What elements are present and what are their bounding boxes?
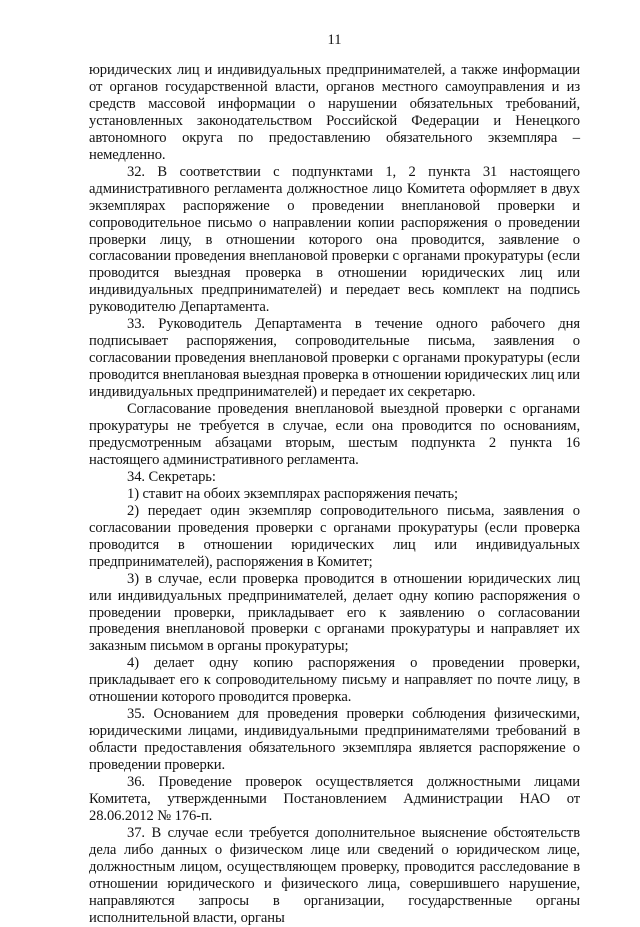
paragraph-item-35: 35. Основанием для проведения проверки соблюдения физическими, юридическими лицами, индивидуальными предпринимателями требований в области предоставления обязательного экземпляра является распоряжение о проведении проверки. <box>89 706 580 774</box>
paragraph-item-32: 32. В соответствии с подпунктами 1, 2 пункта 31 настоящего административного регламента должностное лицо Комитета оформляет в двух экземплярах распоряжение о проведении внеплановой проверки и сопроводительное письмо о направлении копии распоряжения о проведении проверки лицу, в отношении которого она проводится, заявление о согласовании проведения внеплановой проверки с органами прокуратуры (если проводится выездная проверка в отношении юридических лиц или индивидуальных предпринимателей) и передает весь комплект на подпись руководителю Департамента. <box>89 163 580 316</box>
list-item-34-4: 4) делает одну копию распоряжения о проведении проверки, прикладывает его к сопроводительному письму и направляет по почте лицу, в отношении которого проводится проверка. <box>89 655 580 706</box>
page-number: 11 <box>327 32 342 48</box>
paragraph-item-34: 34. Секретарь: <box>127 468 216 485</box>
paragraph-item-36: 36. Проведение проверок осуществляется должностными лицами Комитета, утвержденными Постановлением Администрации НАО от 28.06.2012 № 176-п. <box>89 774 580 824</box>
list-item-34-2: 2) передает один экземпляр сопроводительного письма, заявления о согласовании проведения проверки с органами прокуратуры (если проверка проводится в отношении юридических лиц или индивидуальных предпринимателей), распоряжения в Комитет; <box>89 502 580 570</box>
paragraph-prosecutor-approval: Согласование проведения внеплановой выездной проверки с органами прокуратуры не требуется в случае, если она проводится по основаниям, предусмотренным абзацами вторым, шестым подпункта 2 пункта 16 настоящего административного регламента. <box>89 401 580 468</box>
list-item-34-1: 1) ставит на обоих экземплярах распоряжения печать; <box>127 485 458 502</box>
paragraph-item-37: 37. В случае если требуется дополнительное выяснение обстоятельств дела либо данных о физическом лице или сведений о юридическом лице, должностным лицом, осуществляющем проверку, проводится расследование в отношении юридического и физического лица, совершившего нарушение, направляются запросы в организации, государственные органы исполнительной власти, органы <box>89 824 580 926</box>
paragraph-item-33: 33. Руководитель Департамента в течение одного рабочего дня подписывает распоряжения, сопроводительные письма, заявления о согласовании проведения внеплановой проверки с органами прокуратуры (если проводится внеплановая выездная проверка в отношении юридических лиц или индивидуальных предпринимателей) и передает их секретарю. <box>89 316 580 401</box>
paragraph-continuation: юридических лиц и индивидуальных предпринимателей, а также информации от органов государственной власти, органов местного самоуправления и из средств массовой информации о нарушении обязательных требований, установленных законодательством Российской Федерации и Ненецкого автономного округа по предоставлению обязательного экземпляра – немедленно. <box>89 62 580 163</box>
list-item-34-3: 3) в случае, если проверка проводится в отношении юридических лиц или индивидуальных предпринимателей, делает одну копию распоряжения о проведении проверки, прикладывает его к заявлению о согласовании проведения внеплановой проверки с органами прокуратуры и направляет их заказным письмом в органы прокуратуры; <box>89 570 580 655</box>
